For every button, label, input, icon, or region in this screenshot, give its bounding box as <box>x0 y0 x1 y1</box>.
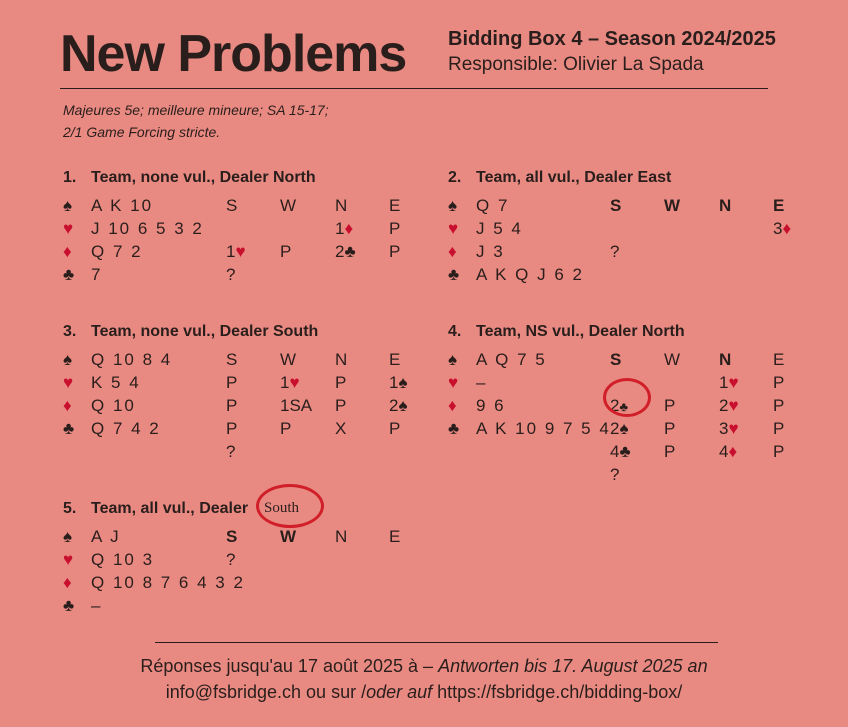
header-subtitle: Bidding Box 4 – Season 2024/2025 <box>448 28 776 50</box>
bid: 2♥ <box>719 396 739 415</box>
annotation-circle <box>256 484 324 528</box>
problem-1-title <box>63 169 316 187</box>
footer-line-1: Réponses jusqu'au 17 août 2025 à – Antworten bis 17. August 2025 an <box>140 656 708 676</box>
heart-icon: ♥ <box>448 219 459 238</box>
problem-heading: Team, NS vul., Dealer North <box>476 323 685 340</box>
hand-spades: ♠ A K 10 <box>63 196 154 215</box>
bid: 1SA <box>280 396 313 415</box>
hand-clubs: ♣ Q 7 4 2 <box>63 419 161 438</box>
problem-number: 1. <box>63 169 77 186</box>
problem-3-title <box>63 323 318 341</box>
bid: 2♣ <box>335 242 356 261</box>
hand-diamonds: ♦ Q 10 8 7 6 4 3 2 <box>63 573 245 592</box>
bid: 3♥ <box>719 419 739 438</box>
bid: 4♣ <box>610 442 631 461</box>
spade-icon: ♠ <box>63 196 73 215</box>
footer-divider <box>155 642 718 643</box>
bid-header-s: S <box>226 350 238 369</box>
bid-header-s: S <box>226 196 238 215</box>
hand-spades: ♠ Q 7 <box>448 196 510 215</box>
bid: P <box>226 373 238 392</box>
bid: P <box>773 419 785 438</box>
conventions-line-2: 2/1 Game Forcing stricte. <box>63 124 221 140</box>
club-icon: ♣ <box>448 265 460 284</box>
spade-icon: ♠ <box>63 527 73 546</box>
spade-icon: ♠ <box>63 350 73 369</box>
problem-number: 3. <box>63 323 77 340</box>
club-icon: ♣ <box>63 265 75 284</box>
heart-icon: ♥ <box>63 550 74 569</box>
spade-icon: ♠ <box>448 196 458 215</box>
problem-heading: Team, all vul., Dealer <box>91 500 249 517</box>
hand-spades: ♠ Q 10 8 4 <box>63 350 173 369</box>
header-responsible: Responsible: Olivier La Spada <box>448 54 704 75</box>
bid: X <box>335 419 347 438</box>
bid-header-e: E <box>389 527 401 546</box>
bid: P <box>226 419 238 438</box>
bid-header-w: W <box>280 350 297 369</box>
hand-hearts: ♥ K 5 4 <box>63 373 141 392</box>
bid-header-n: N <box>335 527 348 546</box>
bid: P <box>389 219 401 238</box>
email-link[interactable]: info@fsbridge.ch ou sur / <box>165 682 367 702</box>
diamond-icon: ♦ <box>63 396 72 415</box>
hand-diamonds: ♦ Q 10 <box>63 396 136 415</box>
bid-header-e: E <box>389 196 401 215</box>
bid: 2♣ <box>610 396 628 415</box>
bid-header-s: S <box>610 196 622 215</box>
bid: P <box>335 396 347 415</box>
bid-header-w: W <box>664 350 681 369</box>
bid-header-w: W <box>664 196 681 215</box>
bid: 2♠ <box>610 419 629 438</box>
heart-icon: ♥ <box>448 373 459 392</box>
bid: P <box>773 396 785 415</box>
problem-heading: Team, all vul., Dealer East <box>476 169 672 186</box>
bid: ? <box>226 442 236 461</box>
bid: ? <box>226 265 236 284</box>
bid-header-n: N <box>335 350 348 369</box>
hand-hearts: ♥ J 5 4 <box>448 219 523 238</box>
handwritten-south: South <box>264 500 300 516</box>
heart-icon: ♥ <box>63 373 74 392</box>
diamond-icon: ♦ <box>63 573 72 592</box>
bid-header-w: W <box>280 196 297 215</box>
spade-icon: ♠ <box>448 350 458 369</box>
bid: 1♥ <box>719 373 739 392</box>
bid: 3♦ <box>773 219 792 238</box>
bid: P <box>280 242 292 261</box>
bid: P <box>389 242 401 261</box>
bid: 1♠ <box>389 373 408 392</box>
hand-diamonds: ♦ J 3 <box>448 242 505 261</box>
hand-spades: ♠ A Q 7 5 <box>448 350 547 369</box>
conventions-line-1: Majeures 5e; meilleure mineure; SA 15-17; <box>63 102 329 118</box>
bid: P <box>389 419 401 438</box>
bid: 1♥ <box>226 242 246 261</box>
bid: P <box>664 442 676 461</box>
bid: P <box>280 419 292 438</box>
problem-number: 5. <box>63 500 77 517</box>
hand-diamonds: ♦ Q 7 2 <box>63 242 143 261</box>
hand-spades: ♠ A J <box>63 527 121 546</box>
problem-2-title <box>448 169 671 187</box>
bid: ? <box>610 242 620 261</box>
bid-header-n: N <box>719 350 732 369</box>
bid-header-n: N <box>335 196 348 215</box>
hand-clubs: ♣ – <box>63 596 103 615</box>
header-divider <box>60 88 768 89</box>
hand-clubs: ♣ A K Q J 6 2 <box>448 265 584 284</box>
website-link[interactable]: https://fsbridge.ch/bidding-box/ <box>432 682 683 702</box>
hand-diamonds: ♦ 9 6 <box>448 396 506 415</box>
bid-header-s: S <box>226 527 238 546</box>
bid: P <box>664 419 676 438</box>
diamond-icon: ♦ <box>448 396 457 415</box>
bid-header-e: E <box>773 350 785 369</box>
club-icon: ♣ <box>63 419 75 438</box>
bid: P <box>773 442 785 461</box>
hand-hearts: ♥ Q 10 3 <box>63 550 155 569</box>
bid: 1♥ <box>280 373 300 392</box>
problem-heading: Team, none vul., Dealer North <box>91 169 316 186</box>
bid-header-n: N <box>719 196 732 215</box>
bid: 1♦ <box>335 219 354 238</box>
bid-header-w: W <box>280 527 297 546</box>
problem-number: 2. <box>448 169 462 186</box>
problem-number: 4. <box>448 323 462 340</box>
hand-clubs: ♣ A K 10 9 7 5 4 <box>448 419 611 438</box>
diamond-icon: ♦ <box>63 242 72 261</box>
bid: ? <box>610 465 620 484</box>
bid-header-e: E <box>389 350 401 369</box>
bid: 2♠ <box>389 396 408 415</box>
problem-heading: Team, none vul., Dealer South <box>91 323 319 340</box>
page-title: New Problems <box>60 25 407 83</box>
heart-icon: ♥ <box>63 219 74 238</box>
bid: ? <box>226 550 236 569</box>
hand-hearts: ♥ J 10 6 5 3 2 <box>63 219 204 238</box>
bid: 4♦ <box>719 442 738 461</box>
hand-clubs: ♣ 7 <box>63 265 103 284</box>
problem-4-title <box>448 323 685 341</box>
club-icon: ♣ <box>448 419 460 438</box>
problem-5-title <box>63 500 248 518</box>
footer-line-2: info@fsbridge.ch ou sur /oder auf https://fsbridge.ch/bidding-box/ <box>165 682 683 702</box>
diamond-icon: ♦ <box>448 242 457 261</box>
bid-header-e: E <box>773 196 785 215</box>
bid: P <box>226 396 238 415</box>
bid-header-s: S <box>610 350 622 369</box>
club-icon: ♣ <box>63 596 75 615</box>
annotation-circle <box>603 378 651 417</box>
hand-hearts: ♥ – <box>448 373 488 392</box>
bid: P <box>664 396 676 415</box>
bid: P <box>335 373 347 392</box>
bid: P <box>773 373 785 392</box>
